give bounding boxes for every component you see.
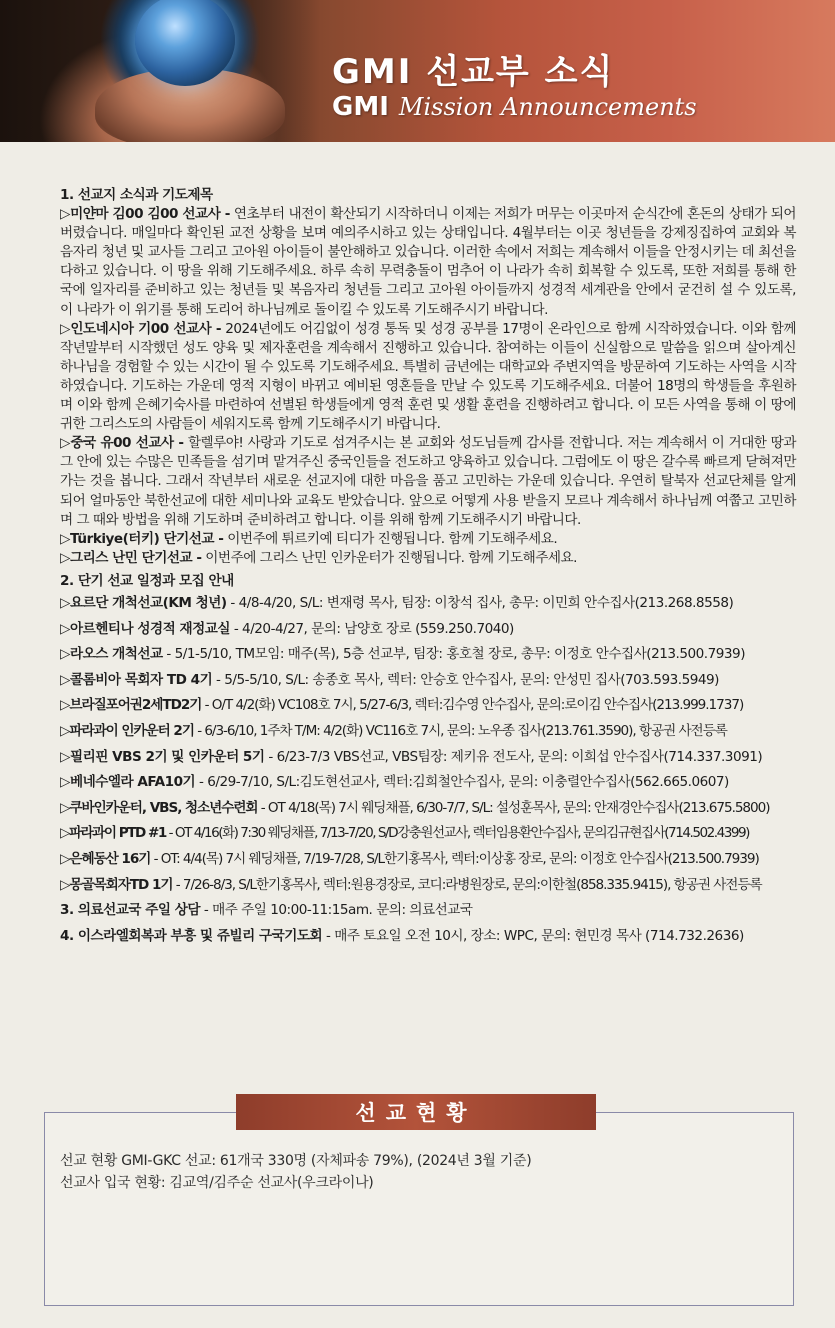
schedule-row bbox=[60, 693, 796, 719]
medical-consultation bbox=[60, 898, 796, 924]
schedule-row bbox=[60, 847, 796, 873]
schedule-name: ▷요르단 개척선교(KM 청년) bbox=[60, 594, 227, 611]
schedule-name: ▷파라과이 PTD #1 bbox=[60, 825, 166, 842]
mission-status-line: 선교 현황 GMI-GKC 선교: 61개국 330명 (자체파송 79%), (2024년 3월 기준) bbox=[60, 1153, 532, 1169]
prayer-item-name: ▷미얀마 김00 김00 선교사 - bbox=[60, 206, 230, 223]
schedule-name: ▷아르헨티나 성경적 재정교실 bbox=[60, 620, 230, 637]
page-subtitle bbox=[332, 92, 697, 122]
missionary-arrival-line: 선교사 입국 현황: 김교역/김주순 선교사(우크라이나) bbox=[60, 1175, 374, 1191]
schedule-details: - O/T 4/2(화) VC108호 7시, 5/27-6/3, 렉터:김수영 안수집사, 문의:로이김 안수집사(213.999.1737) bbox=[201, 697, 744, 714]
section3-heading: 3. 의료선교국 주일 상담 bbox=[60, 902, 201, 919]
subtitle-script: Mission Announcements bbox=[398, 93, 697, 121]
page-title: GMI 선교부 소식 bbox=[332, 52, 615, 92]
prayer-item-name: ▷그리스 난민 단기선교 - bbox=[60, 549, 202, 566]
schedule-details: - 7/26-8/3, S/L한기홍목사, 렉터:원용경장로, 코디:라병원장로, 문의:이한철(858.335.9415), 항공권 사전등록 bbox=[172, 876, 762, 893]
prayer-item-myanmar bbox=[60, 205, 796, 320]
schedule-row bbox=[60, 770, 796, 796]
prayer-item-china bbox=[60, 434, 796, 529]
schedule-details: - 6/29-7/10, S/L:김도현선교사, 렉터:김희철안수집사, 문의: 이충렬안수집사(562.665.0607) bbox=[195, 774, 729, 791]
main-content bbox=[60, 186, 796, 949]
globe-hands-image bbox=[0, 0, 320, 142]
prayer-item-text: 연초부터 내전이 확산되기 시작하더니 이제는 저희가 머무는 이곳마저 순식간에 혼돈의 상태가 되어버렸습니다. 매일마다 확인된 교전 상황을 보며 예의주시하고 있는 상태입니다. 4월부터는 이곳 청년들을 강제징집하여 교회와 복음자리 청년 및 교사들 그리고 고아원 아이들이 불안해하고 있습니다. 이러한 속에서 저희는 계속해서 이들을 안정시키는 데 최선을 다하고 있습니다. 이 땅을 위해 기도해주세요. 하루 속히 무력충돌이 멈추어 이 나라가 속히 회복할 수 있도록, 또한 저희를 통해 한국에 일자리를 준비하고 있는 청년들 및 복음자리 청년들 그리고 고아원 아이들까지 성경적 세계관을 안에서 굳건히 설 수 있도록, 이 나라가 이 위기를 통해 도리어 하나님께로 돌이킬 수 있도록 기도해주시기 바랍니다. bbox=[60, 206, 796, 318]
schedule-name: ▷쿠바인카운터, VBS, 청소년수련회 bbox=[60, 799, 258, 816]
prayer-item-name: ▷인도네시아 기00 선교사 - bbox=[60, 320, 222, 337]
schedule-details: - 6/23-7/3 VBS선교, VBS팀장: 제키유 전도사, 문의: 이희섭 안수집사(714.337.3091) bbox=[264, 748, 763, 765]
schedule-row bbox=[60, 668, 796, 694]
schedule-name: ▷브라질포어권2세TD2기 bbox=[60, 697, 202, 714]
prayer-item-text: 이번주에 그리스 난민 인카운터가 진행됩니다. 함께 기도해주세요. bbox=[201, 549, 577, 566]
schedule-name: ▷필리핀 VBS 2기 및 인카운터 5기 bbox=[60, 748, 265, 765]
schedule-details: - 6/3-6/10, 1주차 T/M: 4/2(화) VC116호 7시, 문의: 노우종 집사(213.761.3590), 항공권 사전등록 bbox=[193, 722, 727, 739]
schedule-details: - OT 4/16(화) 7:30 웨딩채플, 7/13-7/20, S/D강충원선교사, 렉터임용환안수집사, 문의김규현집사(714.502.4399) bbox=[165, 825, 749, 842]
header-banner bbox=[0, 0, 835, 142]
schedule-name: ▷파라과이 인카운터 2기 bbox=[60, 722, 194, 739]
schedule-name: ▷라오스 개척선교 bbox=[60, 646, 163, 663]
israel-prayer-meeting bbox=[60, 924, 796, 950]
schedule-name: ▷은혜동산 16기 bbox=[60, 850, 151, 867]
section1-heading: 1. 선교지 소식과 기도제목 bbox=[60, 187, 213, 203]
schedule-details: - 4/8-4/20, S/L: 변재령 목사, 팀장: 이창석 집사, 총무: 이민희 안수집사(213.268.8558) bbox=[226, 594, 734, 611]
schedule-row bbox=[60, 591, 796, 617]
section3-details: - 매주 주일 10:00-11:15am. 문의: 의료선교국 bbox=[200, 902, 473, 919]
schedule-details: - 5/5-5/10, S/L: 송종호 목사, 렉터: 안승호 안수집사, 문의: 안성민 집사(703.593.5949) bbox=[212, 671, 719, 688]
schedule-row bbox=[60, 873, 796, 899]
subtitle-prefix: GMI bbox=[332, 92, 389, 122]
section2-heading: 2. 단기 선교 일정과 모집 안내 bbox=[60, 572, 234, 589]
schedule-details: - 4/20-4/27, 문의: 남양호 장로 (559.250.7040) bbox=[230, 620, 514, 637]
schedule-name: ▷베네수엘라 AFA10기 bbox=[60, 774, 196, 791]
section4-details: - 매주 토요일 오전 10시, 장소: WPC, 문의: 현민경 목사 (714.732.2636) bbox=[322, 927, 744, 944]
schedule-row bbox=[60, 617, 796, 643]
prayer-item-text: 할렐루야! 사랑과 기도로 섬겨주시는 본 교회와 성도님들께 감사를 전합니다. 저는 계속해서 이 거대한 땅과 그 안에 있는 수많은 민족들을 섬기며 맡겨주신 중국인들을 전도하고 양육하고 있습니다. 그럼에도 이 땅은 갈수록 빠르게 닫혀져만 가는 것을 봅니다. 그래서 작년부터 새로운 선교지에 대한 마음을 품고 고민하는 가운데 있습니다. 우연히 탈북자 선교단체를 알게 되어 얼마동안 북한선교에 대한 세미나와 교육도 받았습니다. 앞으로 어떻게 사용 받을지 모르나 계속해서 하나님께 여쭙고 고민하며 그 때와 방법을 위해 기도하며 준비하려고 합니다. 이를 위해 함께 기도해주시기 바랍니다. bbox=[60, 435, 797, 528]
prayer-item-indonesia bbox=[60, 320, 796, 435]
prayer-item-turkiye bbox=[60, 530, 796, 549]
schedule-name: ▷콜롬비아 목회자 TD 4기 bbox=[60, 671, 213, 688]
prayer-item-name: ▷Türkiye(터키) 단기선교 - bbox=[60, 530, 224, 547]
schedule-details: - OT: 4/4(목) 7시 웨딩채플, 7/19-7/28, S/L한기홍목사, 렉터:이상홍 장로, 문의: 이정호 안수집사(213.500.7939) bbox=[150, 850, 759, 867]
prayer-item-greece bbox=[60, 549, 796, 568]
section4-heading: 4. 이스라엘회복과 부흥 및 쥬빌리 구국기도회 bbox=[60, 927, 323, 944]
prayer-item-text: 2024년에도 어김없이 성경 통독 및 성경 공부를 17명이 온라인으로 함께 시작하였습니다. 이와 함께 작년말부터 시작했던 성도 양육 및 제자훈련을 계속해서 진행하고 있습니다. 참여하는 이들이 신실함으로 말씀을 읽으며 살아계신 하나님을 경험할 수 있는 시간이 될 수 있도록 기도해주세요. 특별히 금년에는 대학교와 주변지역을 방문하여 기도하는 사역을 시작하였습니다. 기도하는 가운데 영적 지형이 바뀌고 예비된 영혼들을 만날 수 있도록 기도해주세요. 더불어 18명의 학생들을 후원하며 이와 함께 은혜기숙사를 마련하여 선별된 학생들에게 영적 훈련 및 생활 훈련을 진행하려고 합니다. 이 모든 사역을 통해 이 땅에 귀한 그리스도의 사람들이 세워지도록 함께 기도해주시기 바랍니다. bbox=[60, 320, 796, 433]
schedule-row bbox=[60, 796, 796, 822]
mission-status-title: 선교현황 bbox=[236, 1094, 596, 1130]
schedule-row bbox=[60, 642, 796, 668]
prayer-item-name: ▷중국 유00 선교사 - bbox=[60, 435, 184, 452]
schedule-name: ▷몽골목회자TD 1기 bbox=[60, 876, 173, 893]
schedule-row bbox=[60, 719, 796, 745]
prayer-item-text: 이번주에 튀르키예 티디가 진행됩니다. 함께 기도해주세요. bbox=[223, 530, 558, 547]
schedule-row bbox=[60, 821, 796, 847]
schedule-details: - 5/1-5/10, TM모임: 매주(목), 5층 선교부, 팀장: 홍호철 장로, 총무: 이정호 안수집사(213.500.7939) bbox=[162, 646, 746, 663]
schedule-details: - OT 4/18(목) 7시 웨딩채플, 6/30-7/7, S/L: 설성훈목사, 문의: 안재경안수집사(213.675.5800) bbox=[257, 799, 770, 816]
mission-status-box bbox=[44, 1112, 794, 1306]
schedule-row bbox=[60, 745, 796, 771]
